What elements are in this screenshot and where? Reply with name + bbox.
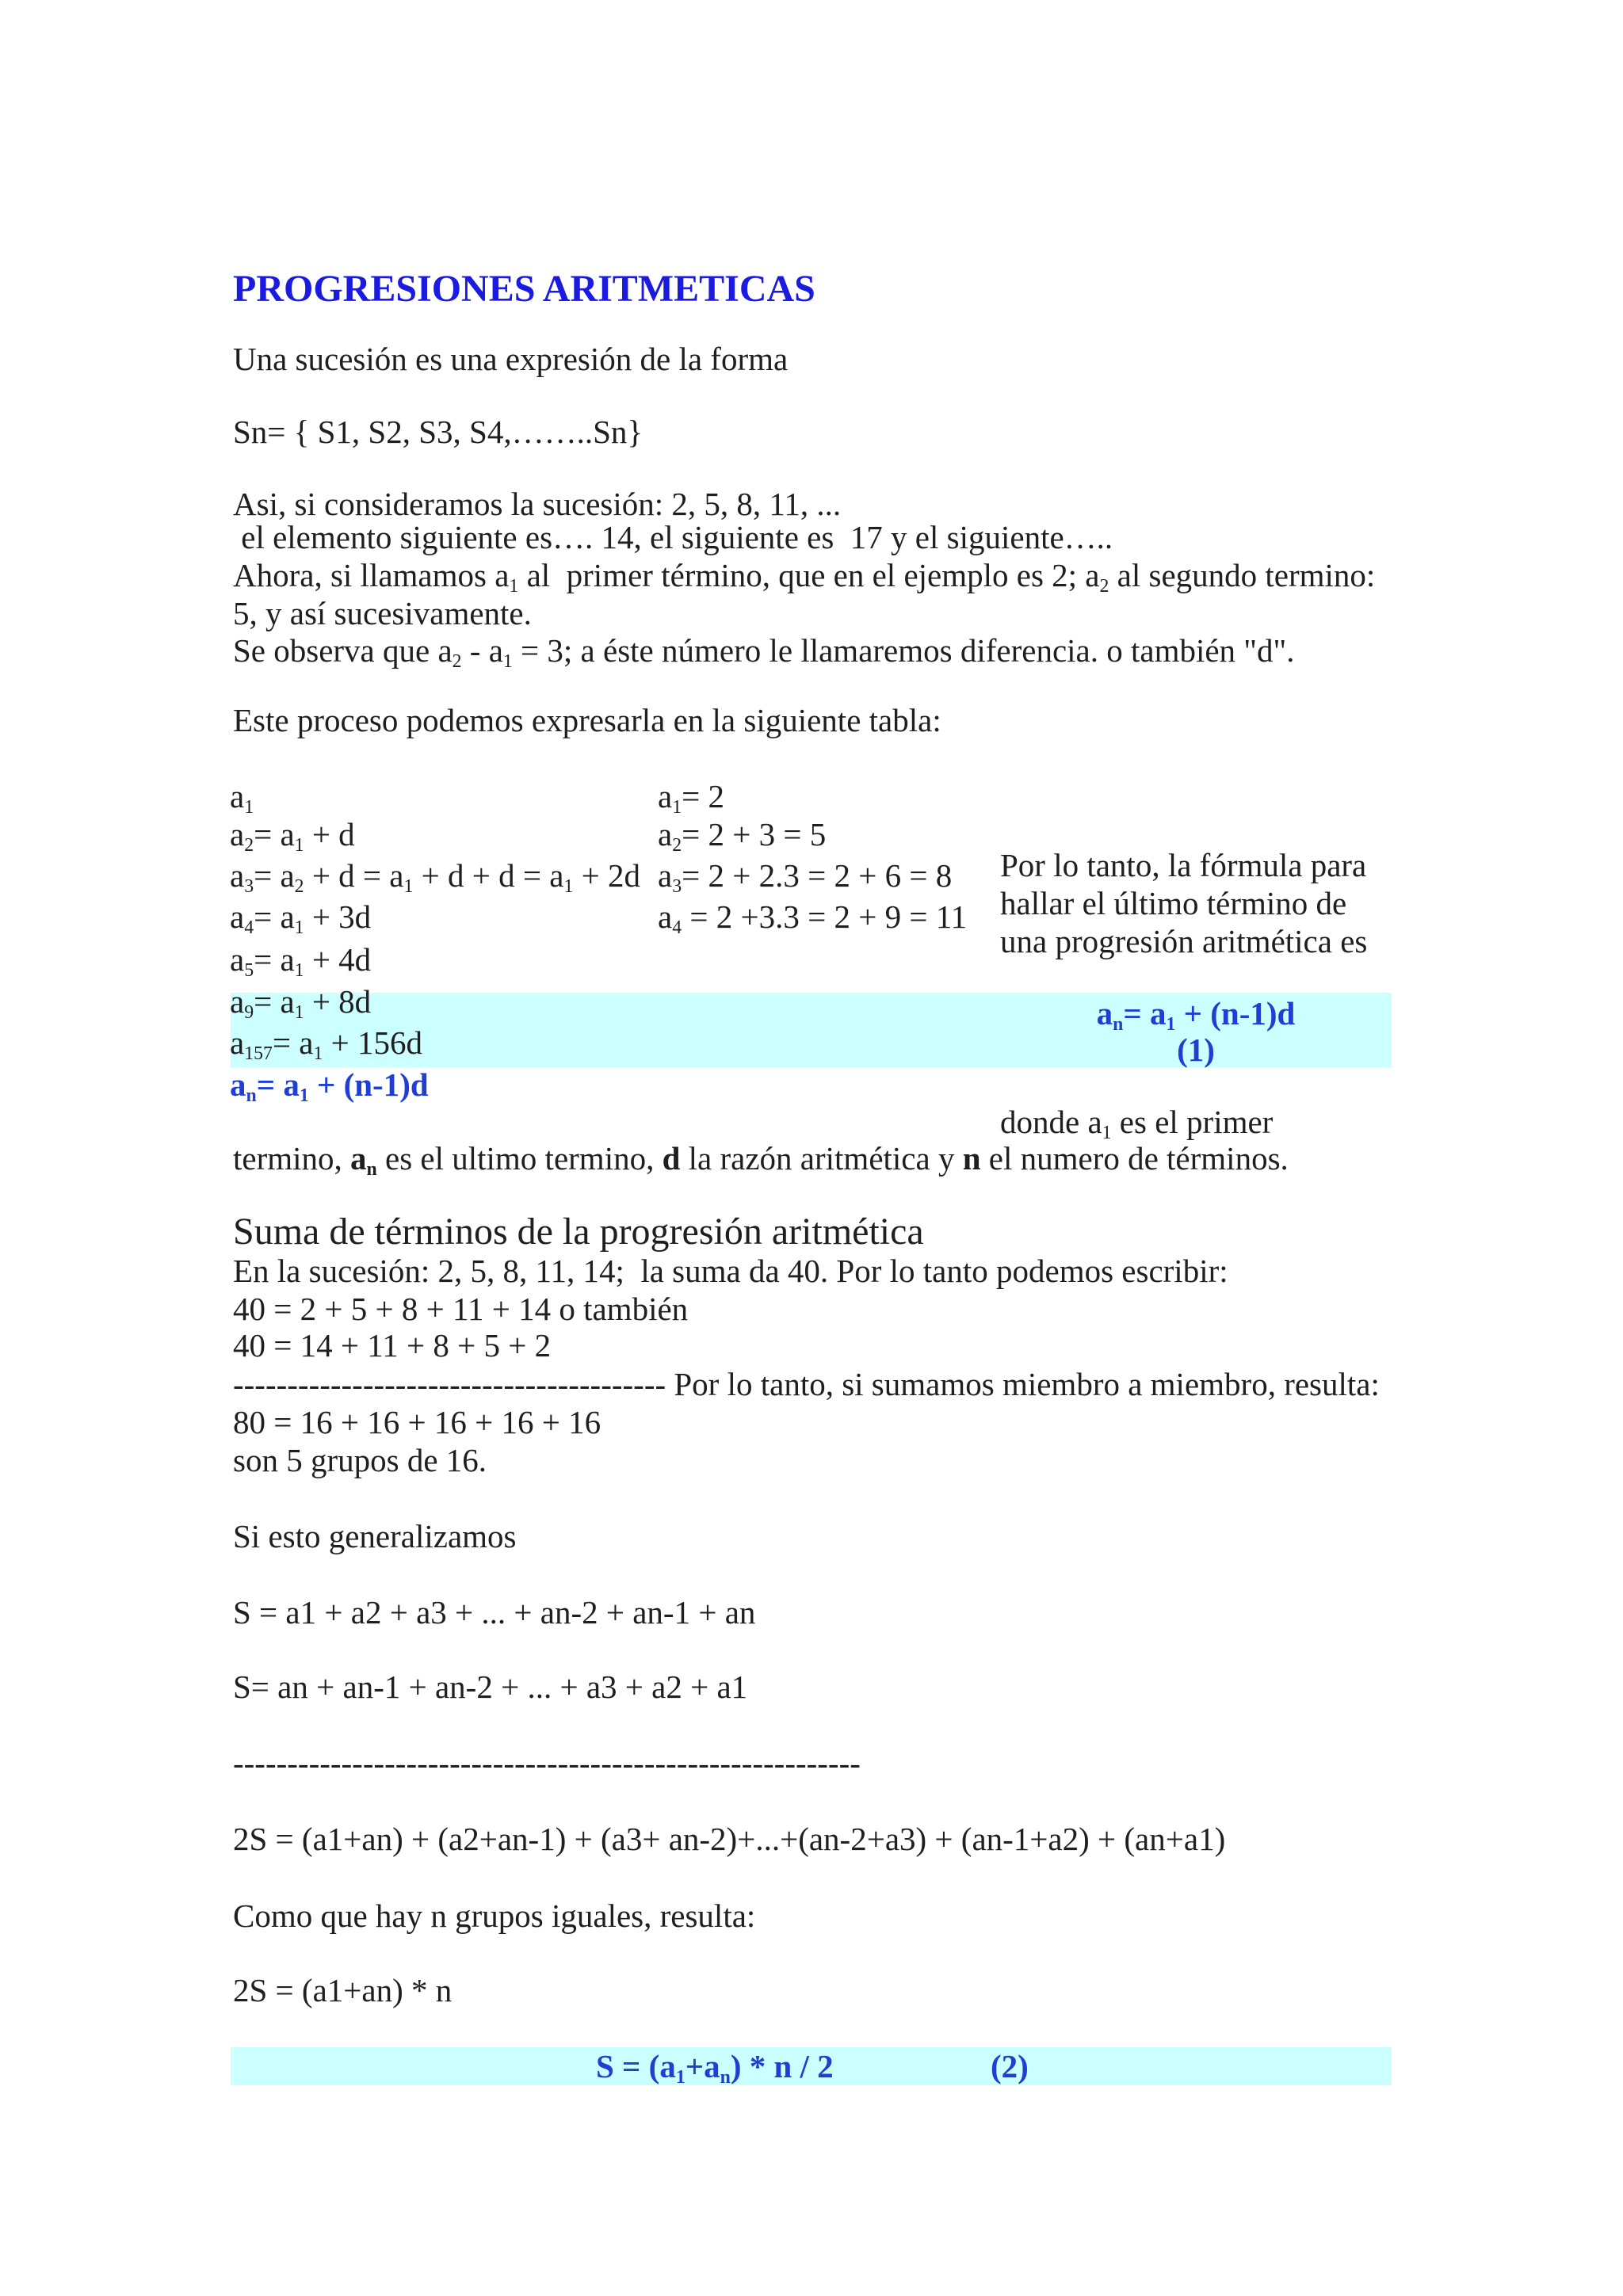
- numeric-term-row: [658, 816, 827, 856]
- subscript: 2: [452, 651, 462, 673]
- text-run: a: [230, 778, 245, 814]
- sum-line: son 5 grupos de 16.: [233, 1442, 487, 1478]
- sum-line: Como que hay n grupos iguales, resulta:: [233, 1897, 756, 1934]
- sequence-notation: Sn= { S1, S2, S3, S4,……..Sn}: [233, 414, 643, 450]
- general-term-row: [230, 1024, 422, 1065]
- separator-line: ----------------------------------------------------------: [233, 1745, 861, 1781]
- numeric-term-row: [658, 898, 968, 939]
- text-run: + d = a: [304, 857, 404, 894]
- text-run: + 8d: [304, 983, 372, 1020]
- text-run: + 3d: [304, 898, 372, 935]
- subscript: 1: [675, 2067, 685, 2088]
- text-run: = a: [256, 1066, 300, 1103]
- text-run: = 2 + 2.3 = 2 + 6 = 8: [682, 857, 953, 894]
- sum-line: En la sucesión: 2, 5, 8, 11, 14; la suma da 40. Por lo tanto podemos escribir:: [233, 1253, 1228, 1289]
- text-run: - a: [461, 632, 503, 669]
- text-run: = a: [254, 816, 295, 852]
- bold-text: n: [962, 1140, 981, 1177]
- text-run: a: [230, 941, 245, 978]
- text-run: + (n-1)d: [1175, 995, 1296, 1032]
- text-run: = a: [254, 983, 295, 1020]
- text-run: = 2 + 3 = 5: [682, 816, 827, 852]
- subscript: 157: [244, 1043, 273, 1065]
- subscript: 1: [672, 797, 682, 818]
- conclusion-text: una progresión aritmética es: [1000, 923, 1368, 959]
- subscript: 1: [1166, 1014, 1176, 1035]
- subscript: 1: [299, 1085, 309, 1107]
- text-run: + 4d: [304, 941, 372, 978]
- general-term-formula: [1000, 995, 1392, 1035]
- text-run: termino,: [233, 1140, 351, 1177]
- text-run: al segundo termino:: [1109, 557, 1376, 593]
- subscript: 9: [244, 1002, 254, 1024]
- text-run: a: [658, 778, 673, 814]
- text-run: + d + d = a: [413, 857, 564, 894]
- difference-explanation: [233, 632, 1295, 673]
- text-run: = 2 +3.3 = 2 + 9 = 11: [682, 898, 968, 935]
- bold-text: d: [662, 1140, 681, 1177]
- sum-line: 2S = (a1+an) + (a2+an-1) + (a3+ an-2)+...+(an-2+a3) + (an-1+a2) + (an+a1): [233, 1821, 1226, 1857]
- subscript: 2: [294, 876, 304, 898]
- numeric-term-row: [658, 778, 724, 818]
- formula-explanation: [1000, 1104, 1274, 1144]
- text-run: + 2d: [573, 857, 640, 894]
- subscript: 3: [672, 876, 682, 898]
- subscript: 5: [244, 960, 254, 982]
- text-run: + d: [304, 816, 355, 852]
- sum-formula: [596, 2048, 834, 2088]
- general-term-row: [230, 898, 372, 939]
- text-run: a: [230, 1024, 245, 1061]
- text-run: a: [230, 983, 245, 1020]
- text-run: = a: [254, 941, 295, 978]
- text-run: + 156d: [323, 1024, 422, 1061]
- text-run: a: [658, 816, 673, 852]
- text-run: +a: [685, 2048, 720, 2084]
- sum-line: 40 = 14 + 11 + 8 + 5 + 2: [233, 1327, 552, 1363]
- example-line: 5, y así sucesivamente.: [233, 595, 532, 631]
- subscript: n: [366, 1159, 377, 1180]
- text-run: = a: [1123, 995, 1167, 1032]
- subscript: 1: [563, 876, 574, 898]
- example-line: [233, 557, 1376, 597]
- text-run: a: [230, 898, 245, 935]
- text-run: es el ultimo termino,: [376, 1140, 663, 1177]
- numeric-term-row: [658, 857, 953, 898]
- subscript: 2: [1099, 576, 1109, 597]
- variable-definitions: [233, 1140, 1289, 1180]
- general-term-formula-row: [230, 1066, 429, 1107]
- text-run: a: [230, 1066, 246, 1103]
- subscript: 1: [509, 576, 519, 597]
- text-run: a: [230, 857, 245, 894]
- text-run: Ahora, si llamamos a: [233, 557, 510, 593]
- text-run: a: [230, 816, 245, 852]
- text-run: es el primer: [1111, 1104, 1274, 1140]
- text-run: Se observa que a: [233, 632, 453, 669]
- subscript: 1: [294, 1002, 304, 1024]
- text-run: a: [658, 857, 673, 894]
- subscript: n: [1113, 1014, 1124, 1035]
- subscript: 4: [672, 917, 682, 939]
- general-term-row: [230, 857, 640, 898]
- sum-line: Si esto generalizamos: [233, 1518, 517, 1554]
- subscript: n: [246, 1085, 257, 1107]
- subscript: 1: [294, 960, 304, 982]
- text-run: = 2: [682, 778, 724, 814]
- page-title: PROGRESIONES ARITMETICAS: [233, 268, 815, 310]
- table-intro: Este proceso podemos expresarla en la siguiente tabla:: [233, 702, 941, 738]
- subscript: 1: [403, 876, 414, 898]
- subscript: 2: [672, 835, 682, 856]
- text-run: = a: [254, 898, 295, 935]
- text-run: = 3; a éste número le llamaremos diferencia. o también "d".: [512, 632, 1295, 669]
- text-run: la razón aritmética y: [680, 1140, 963, 1177]
- subscript: 1: [502, 651, 513, 673]
- sum-line: S= an + an-1 + an-2 + ... + a3 + a2 + a1: [233, 1669, 748, 1705]
- general-term-row: [230, 983, 372, 1024]
- sum-line: 2S = (a1+an) * n: [233, 1972, 453, 2008]
- text-run: S = (a: [596, 2048, 676, 2084]
- section-heading: Suma de términos de la progresión aritmética: [233, 1211, 924, 1253]
- sum-line: 80 = 16 + 16 + 16 + 16 + 16: [233, 1404, 601, 1440]
- subscript: 1: [244, 797, 254, 818]
- sum-line: S = a1 + a2 + a3 + ... + an-2 + an-1 + an: [233, 1594, 756, 1630]
- sum-line: 40 = 2 + 5 + 8 + 11 + 14 o también: [233, 1291, 689, 1327]
- general-term-row: [230, 816, 355, 856]
- text-run: ) * n / 2: [730, 2048, 834, 2084]
- text-run: donde a: [1000, 1104, 1102, 1140]
- text-run: a: [658, 898, 673, 935]
- example-line: Asi, si consideramos la sucesión: 2, 5, 8, 11, ...: [233, 486, 842, 522]
- general-term-row: [230, 941, 372, 982]
- conclusion-text: Por lo tanto, la fórmula para: [1000, 847, 1367, 883]
- text-run: a: [1096, 995, 1113, 1032]
- example-line: el elemento siguiente es…. 14, el siguiente es 17 y el siguiente…..: [233, 519, 1113, 555]
- text-run: al primer término, que en el ejemplo es 2; a: [518, 557, 1100, 593]
- subscript: 1: [1102, 1123, 1112, 1144]
- subscript: 1: [313, 1043, 323, 1065]
- subscript: 2: [244, 835, 254, 856]
- text-run: el numero de términos.: [980, 1140, 1289, 1177]
- text-run: = a: [272, 1024, 314, 1061]
- subscript: 1: [294, 835, 304, 856]
- sequence-definition: Una sucesión es una expresión de la forma: [233, 341, 789, 377]
- subscript: 3: [244, 876, 254, 898]
- text-run: = a: [254, 857, 295, 894]
- subscript: 4: [244, 917, 254, 939]
- general-term-row: [230, 778, 254, 818]
- subscript: 1: [294, 917, 304, 939]
- sum-formula-number: (2): [991, 2048, 1029, 2084]
- text-run: + (n-1)d: [308, 1066, 429, 1103]
- subscript: n: [720, 2067, 731, 2088]
- formula-number: (1): [1177, 1032, 1215, 1068]
- sum-line: ---------------------------------------- Por lo tanto, si sumamos miembro a miembro, resulta:: [233, 1366, 1380, 1402]
- bold-text: a: [350, 1140, 367, 1177]
- conclusion-text: hallar el último término de: [1000, 885, 1347, 921]
